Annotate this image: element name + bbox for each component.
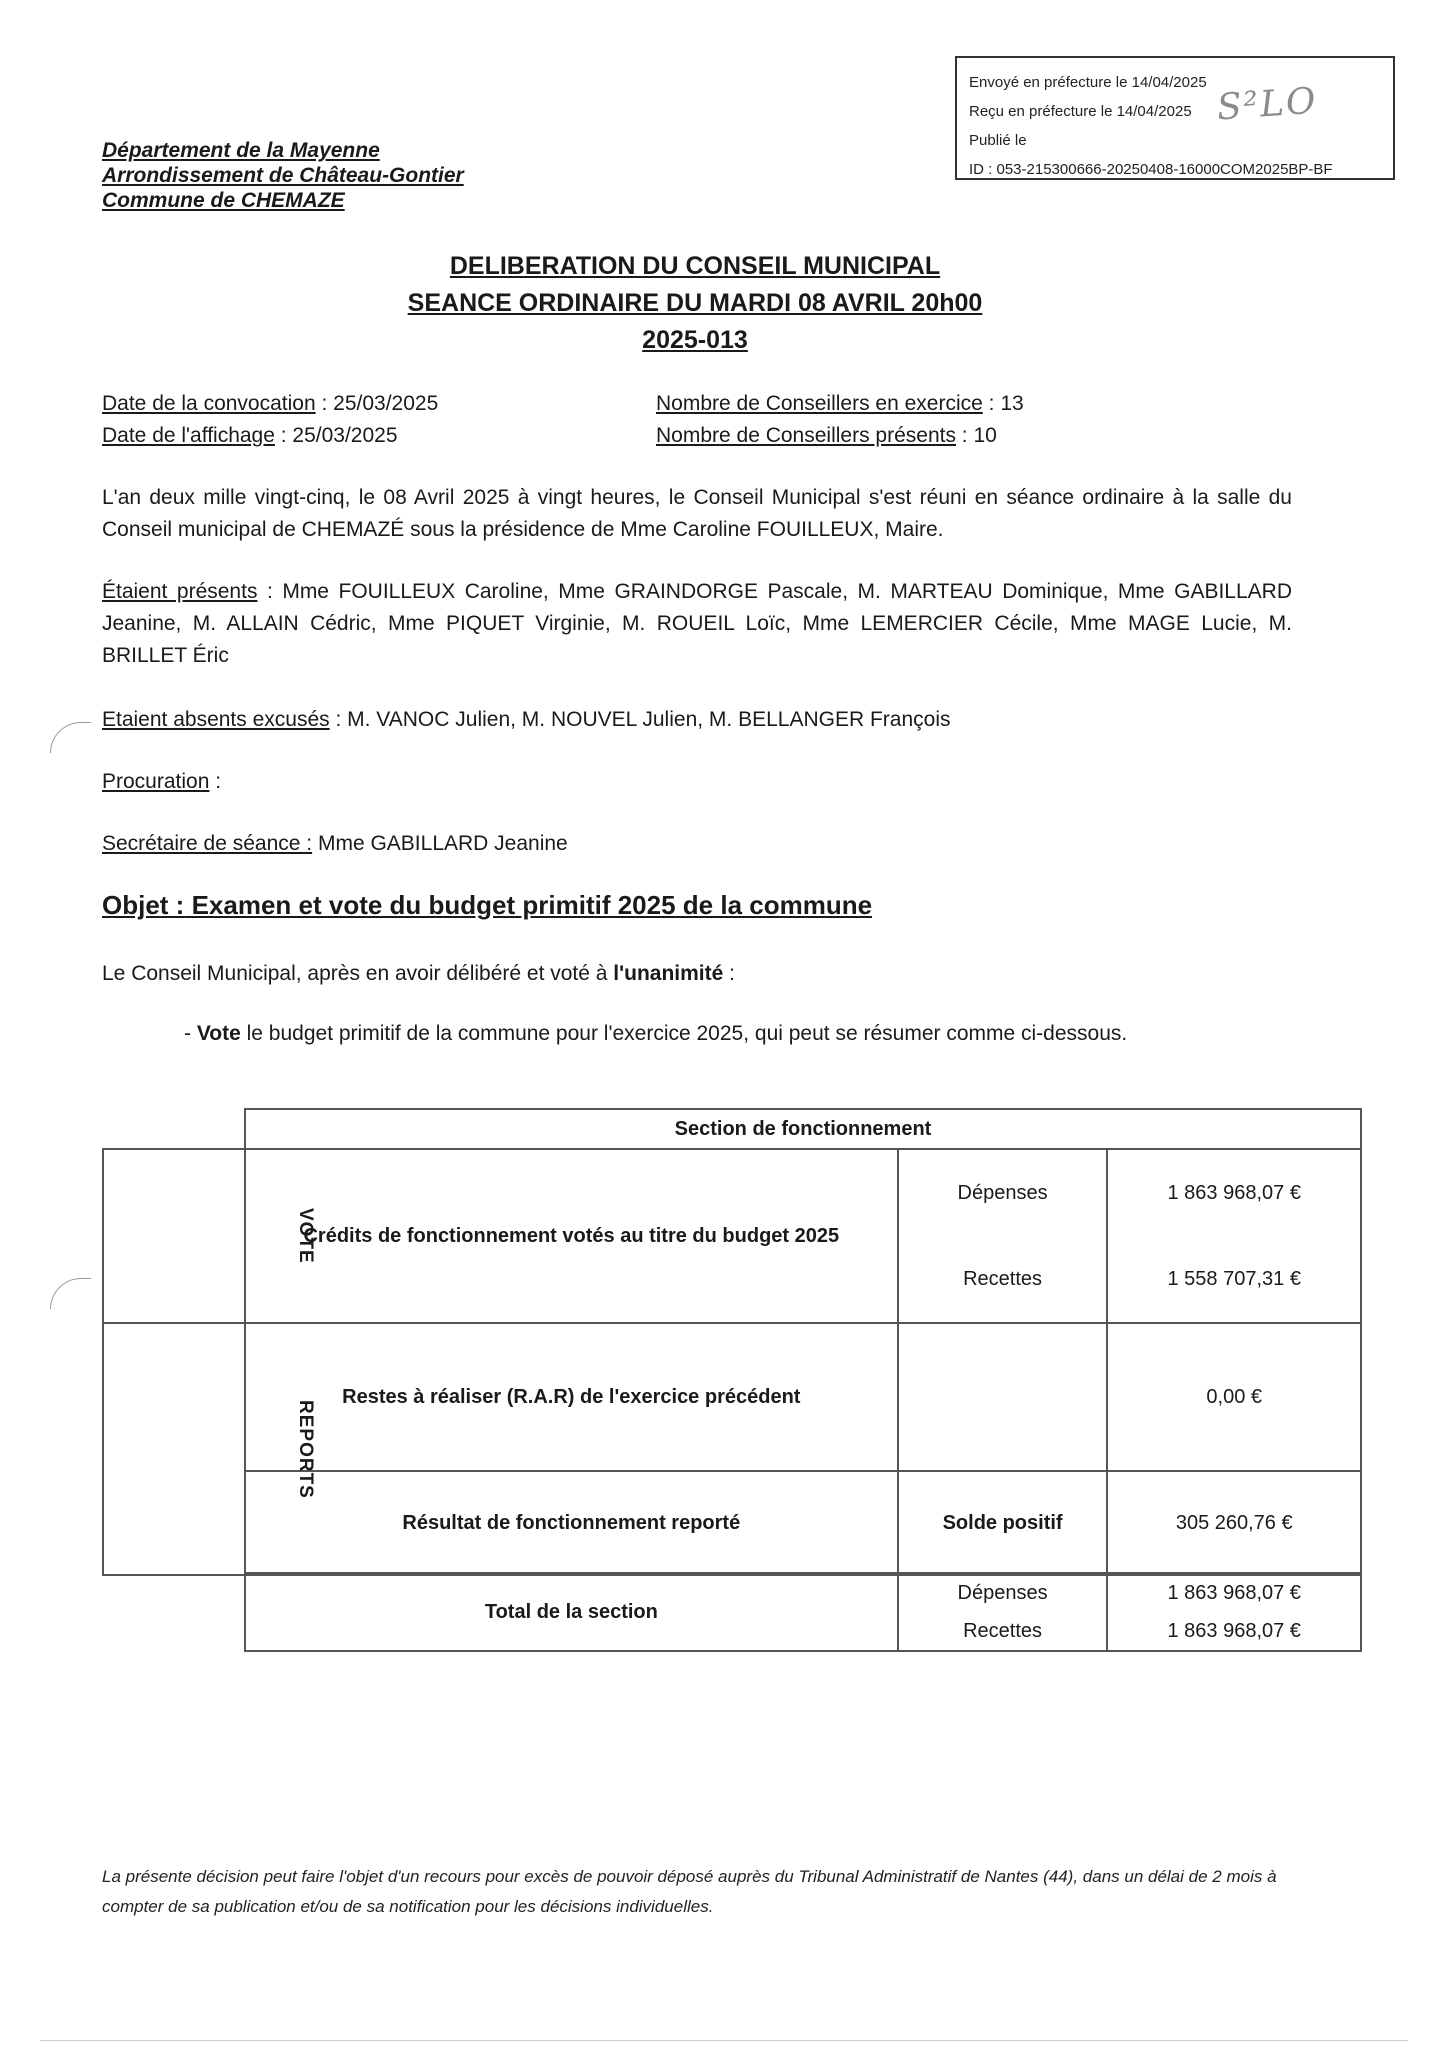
rar-value: 0,00 € [1107, 1323, 1361, 1471]
rar-label: Restes à réaliser (R.A.R) de l'exercice précédent [245, 1323, 898, 1471]
conseillers-presents: Nombre de Conseillers présents : 10 [656, 424, 997, 447]
vote-paragraph: - Vote le budget primitif de la commune pour l'exercice 2025, qui peut se résumer comme ci-dessous. [184, 1022, 1128, 1045]
table-row-vote [103, 1149, 1361, 1323]
title-line2: SEANCE ORDINAIRE DU MARDI 08 AVRIL 20h00 [407, 289, 983, 317]
procuration: Procuration : [102, 770, 222, 793]
arrondissement: Arrondissement de Château-Gontier [102, 164, 464, 187]
reports-label: REPORTS [294, 1399, 316, 1499]
resultat-value: 305 260,76 € [1107, 1471, 1361, 1575]
absents-paragraph: Etaient absents excusés : M. VANOC Julien, M. NOUVEL Julien, M. BELLANGER François [102, 708, 951, 731]
total-depenses-label: Dépenses [957, 1582, 1048, 1604]
deliberation-title [0, 248, 1390, 359]
decision-paragraph: Le Conseil Municipal, après en avoir délibéré et voté à l'unanimité : [102, 962, 735, 985]
presents-paragraph: Étaient présents : Mme FOUILLEUX Caroline, Mme GRAINDORGE Pascale, M. MARTEAU Dominique, Mme GABILLARD Jeanine, M. ALLAIN Cédric, Mme PIQUET Virginie, M. ROUEIL Loïc, Mme LEMERCIER Cécile, Mme MAGE Lucie, M. BRILLET Éric [102, 580, 1292, 667]
solde-label: Solde positif [898, 1471, 1108, 1575]
total-recettes-label: Recettes [963, 1620, 1043, 1642]
convocation-date: Date de la convocation : 25/03/2025 [102, 392, 439, 415]
affichage-date: Date de l'affichage : 25/03/2025 [102, 424, 398, 447]
credits-recettes-value: 1 558 707,31 € [1167, 1267, 1301, 1290]
conseillers-exercice: Nombre de Conseillers en exercice : 13 [656, 392, 1024, 415]
departement: Département de la Mayenne [102, 139, 380, 162]
objet: Objet : Examen et vote du budget primitif 2025 de la commune [102, 890, 873, 920]
total-table [244, 1572, 1362, 1652]
total-depenses-value: 1 863 968,07 € [1167, 1582, 1301, 1604]
credits-depenses-value: 1 863 968,07 € [1167, 1181, 1301, 1204]
deliberation-number: 2025-013 [642, 326, 748, 354]
budget-table [102, 1148, 1362, 1576]
vote-label: VOTE [294, 1208, 316, 1264]
intro-paragraph: L'an deux mille vingt-cinq, le 08 Avril 2025 à vingt heures, le Conseil Municipal s'est réuni en séance ordinaire à la salle du Conseil municipal de CHEMAZÉ sous la présidence de Mme Caroline FOUILLEUX, Maire. [102, 486, 1292, 541]
credits-depenses-label: Dépenses [957, 1181, 1048, 1204]
table-row-resultat [103, 1471, 1361, 1575]
total-recettes-value: 1 863 968,07 € [1167, 1620, 1301, 1642]
section-title: Section de fonctionnement [245, 1109, 1361, 1149]
meta-counts [656, 388, 1024, 452]
table-row-total [245, 1573, 1361, 1651]
stamp-signature: S²LO [1215, 80, 1319, 129]
credits-recettes-label: Recettes [963, 1267, 1043, 1290]
stamp-recu: Reçu en préfecture le 14/04/2025 [969, 103, 1192, 120]
section-header-table [244, 1108, 1362, 1150]
meta-dates [102, 388, 438, 452]
recours-notice: La présente décision peut faire l'objet d'un recours pour excès de pouvoir déposé auprès du Tribunal Administratif de Nantes (44), dans un délai de 2 mois à compter de sa publication et/ou de sa notification pour les décisions individuelles. [102, 1867, 1277, 1916]
resultat-label: Résultat de fonctionnement reporté [245, 1471, 898, 1575]
stamp-id: ID : 053-215300666-20250408-16000COM2025BP-BF [969, 161, 1333, 178]
stamp-envoye: Envoyé en préfecture le 14/04/2025 [969, 74, 1207, 91]
commune: Commune de CHEMAZE [102, 189, 345, 212]
title-line1: DELIBERATION DU CONSEIL MUNICIPAL [449, 252, 941, 280]
credits-label: Crédits de fonctionnement votés au titre du budget 2025 [245, 1149, 898, 1323]
punch-mark [50, 1278, 91, 1309]
header-administrative [102, 138, 464, 213]
prefecture-stamp [955, 56, 1395, 180]
secretaire-seance: Secrétaire de séance : Mme GABILLARD Jeanine [102, 832, 568, 855]
table-row-rar [103, 1323, 1361, 1471]
total-label: Total de la section [245, 1573, 898, 1651]
page-edge [40, 2040, 1408, 2041]
stamp-publie: Publié le [969, 132, 1027, 149]
punch-mark [50, 722, 91, 753]
